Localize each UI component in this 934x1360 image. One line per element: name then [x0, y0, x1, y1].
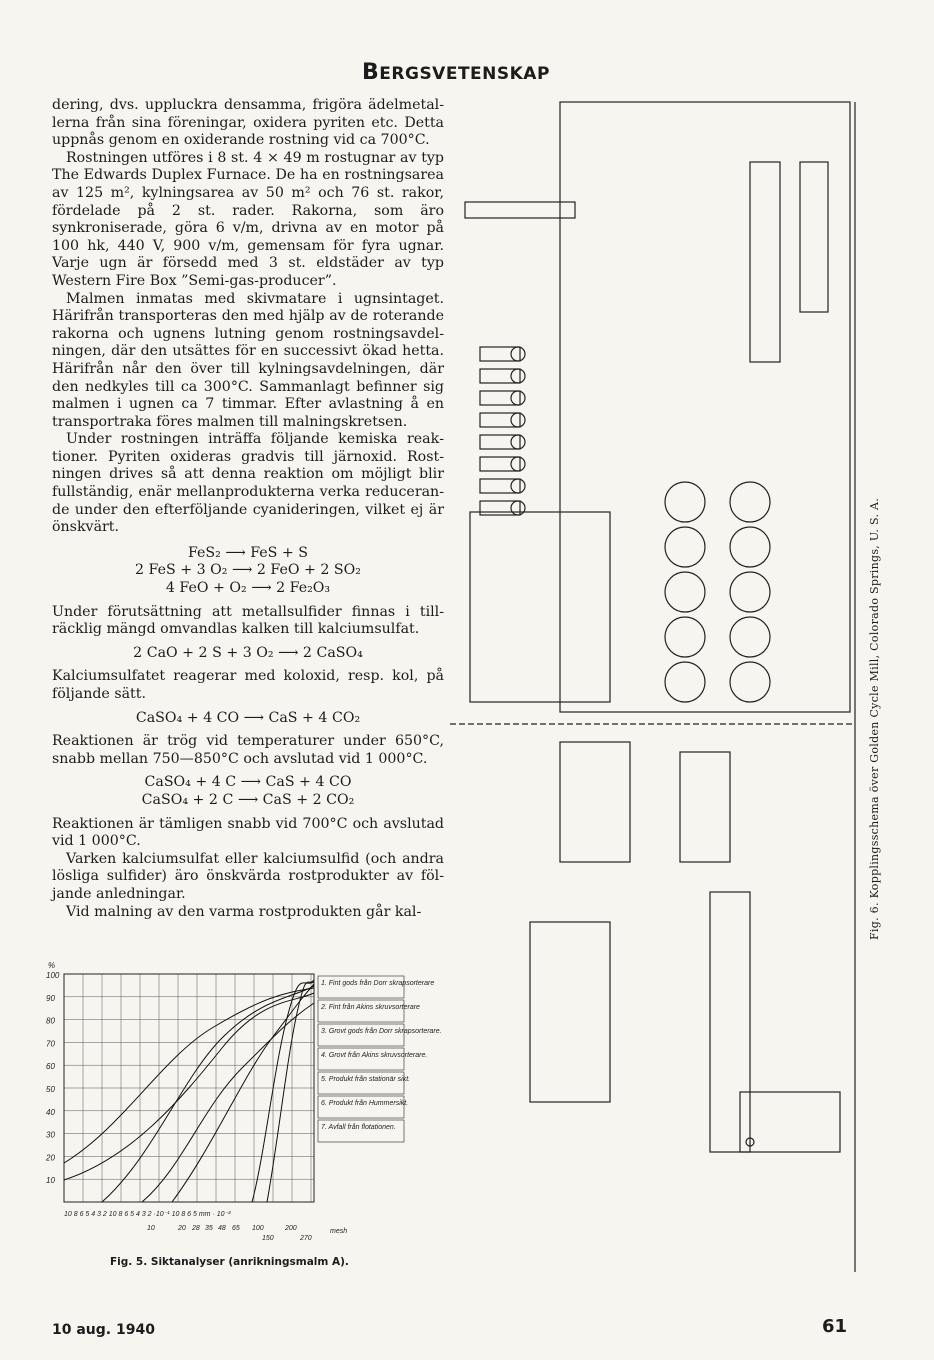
legend-entry: 5. Produkt från stationär sikt. — [321, 1076, 411, 1083]
classifier-bank — [560, 742, 630, 862]
conveyor-bank — [470, 512, 610, 702]
tailing-distributor — [740, 1092, 840, 1152]
equation: 2 FeS + 3 O₂ ⟶ 2 FeO + 2 SO₂ — [135, 562, 361, 579]
equation: CaSO₄ + 4 C ⟶ CaS + 4 CO — [144, 774, 352, 791]
paragraph: Reaktionen är tämligen snabb vid 700°C och avslutad vid 1 000°C. — [52, 815, 444, 850]
equation: CaSO₄ + 2 C ⟶ CaS + 2 CO₂ — [141, 791, 355, 808]
fig5-caption: Fig. 5. Siktanalyser (anrikningsmalm A). — [110, 1256, 349, 1268]
mill-building-outline — [560, 102, 850, 712]
flow-schema-figure — [450, 92, 860, 1288]
y-tick-label: 100 — [46, 971, 60, 980]
mesh-tick-label: 65 — [232, 1225, 240, 1232]
legend-entry: 7. Avfall från flotationen. — [321, 1124, 396, 1131]
paragraph: Kalciumsulfatet reagerar med koloxid, resp. kol, på följande sätt. — [52, 668, 444, 702]
paragraph: Under rostningen inträffa följande kemiska reaktioner. Pyriten oxideras gradvis till järnoxid. Rostningen drives så att denna reaktion om möjligt blir fullständig, enär mellanprodukterna verka reducerande under den efterföljande cyanideringen, vilket ej är önskvärt. — [52, 431, 444, 536]
y-tick-label: 60 — [46, 1062, 55, 1072]
paragraph: Malmen inmatas med skivmatare i ugnsintaget. Härifrån transporteras den med hjälp av de roterande rakorna och ugnens lutning genom rostningsavdelningen, där den utsättes för en successivt ökad hetta. Härifrån når den över till kylningsavdelningen, där den nedkyles till ca 300°C. Sammanlagt befinner sig malmen i ugnen ca 7 timmar. Efter avlastning å en transportraka föres malmen till malningskretsen. — [52, 290, 444, 430]
paragraph: dering, dvs. uppluckra densamma, frigöra ädelmetallerna från sina föreningar, oxidera pyriten etc. Detta uppnås genom en oxiderande rostning vid ca 700°C. — [52, 97, 444, 149]
feeder-rail — [465, 202, 575, 218]
equation-group — [52, 545, 444, 598]
furnace-row — [480, 347, 525, 515]
paragraph: Under förutsättning att metallsulfider finnas i tillräcklig mängd omvandlas kalken till kalciumsulfat. — [52, 603, 444, 638]
paragraph: Reaktionen är trög vid temperaturer under 650°C, snabb mellan 750—850°C och avslutad vid 1 000°C. — [52, 733, 444, 767]
mesh-tick-label: 10 — [147, 1225, 155, 1232]
mesh-tick-label: 28 — [192, 1225, 200, 1232]
thickener-bank — [680, 752, 730, 862]
mesh-tick-label: 48 — [218, 1225, 226, 1232]
legend-entry: 3. Grovt gods från Dorr skrapsorterare. — [321, 1028, 442, 1035]
mesh-label: mesh — [330, 1228, 348, 1235]
y-unit-label: % — [48, 961, 56, 970]
equation: CaSO₄ + 4 CO ⟶ CaS + 4 CO₂ — [135, 709, 361, 726]
pump-column — [710, 892, 750, 1152]
mesh-tick-label: 270 — [300, 1235, 312, 1242]
legend — [318, 976, 442, 1142]
page-number: 61 — [822, 1316, 848, 1337]
x-ticks-mm: 10 8 6 5 4 3 2 10 8 6 5 4 3 2 ·10⁻¹ 10 8 6 5 mm · 10⁻² — [64, 1211, 231, 1218]
y-tick-label: 90 — [46, 993, 55, 1003]
elevator — [750, 162, 780, 362]
y-tick-label: 40 — [46, 1107, 55, 1117]
legend-entry: 4. Grovt från Akins skruvsorterare. — [321, 1052, 428, 1059]
y-tick-label: 70 — [46, 1039, 55, 1049]
curves — [64, 980, 314, 1202]
legend-entry: 6. Produkt från Hummersikt. — [321, 1100, 409, 1107]
mesh-tick-label: 200 — [285, 1225, 297, 1232]
mesh-tick-label: 35 — [205, 1225, 213, 1232]
y-tick-label: 80 — [46, 1016, 55, 1026]
mesh-tick-label: 100 — [252, 1225, 264, 1232]
paragraph: Vid malning av den varma rostprodukten går kal- — [66, 903, 422, 920]
issue-date: 10 aug. 1940 — [52, 1322, 155, 1338]
curve-3 — [102, 986, 314, 1202]
equation: 4 FeO + O₂ ⟶ 2 Fe₂O₃ — [165, 580, 331, 597]
curve-6 — [252, 982, 314, 1202]
legend-entry: 2. Fint från Akins skruvsorterare — [321, 1004, 420, 1011]
mesh-tick-label: 150 — [262, 1235, 274, 1242]
equation: 2 CaO + 2 S + 3 O₂ ⟶ 2 CaSO₄ — [133, 644, 363, 661]
paragraph: Varken kalciumsulfat eller kalciumsulfid (och andra lösliga sulfider) äro önskvärda rostprodukter av följande anledningar. — [52, 850, 444, 902]
filter-unit — [530, 922, 610, 1102]
y-tick-label: 50 — [46, 1085, 55, 1094]
journal-header: BERGSVETENSKAP — [362, 60, 550, 85]
x-ticks-mesh — [147, 1225, 312, 1242]
equation-group — [52, 774, 444, 809]
sieve-analysis-figure — [42, 958, 442, 1248]
y-tick-label: 20 — [46, 1153, 55, 1163]
article-column — [52, 97, 444, 921]
curve-5 — [172, 984, 314, 1202]
equation: FeS₂ ⟶ FeS + S — [187, 544, 309, 561]
curve-2 — [64, 993, 314, 1180]
paragraph: Rostningen utföres i 8 st. 4 × 49 m rostugnar av typ The Edwards Duplex Furnace. De ha en rostningsarea av 125 m², kylningsarea av 50 m² och 76 st. rakor, fördelade på 2 st. rader. Rakorna, som äro synkroniserade, göra 6 v/m, drivna av en motor på 100 hk, 440 V, 900 v/m, gemensam för fyra ugnar. Varje ugn är försedd med 3 st. eldstäder av typ Western Fire Box ”Semi-gas-producer”. — [52, 149, 444, 289]
y-tick-label: 30 — [46, 1130, 55, 1140]
fig6-caption: Fig. 6. Kopplingsschema över Golden Cycle Mill, Colorado Springs, U. S. A. — [868, 497, 881, 940]
y-tick-label: 10 — [46, 1176, 55, 1186]
bin-stack — [800, 162, 828, 312]
mesh-tick-label: 20 — [178, 1225, 186, 1232]
y-tick-labels — [45, 971, 60, 1185]
curve-1 — [64, 988, 314, 1163]
legend-entry: 1. Fint gods från Dorr skrapsorterare — [321, 980, 435, 987]
tank-column — [665, 482, 770, 702]
